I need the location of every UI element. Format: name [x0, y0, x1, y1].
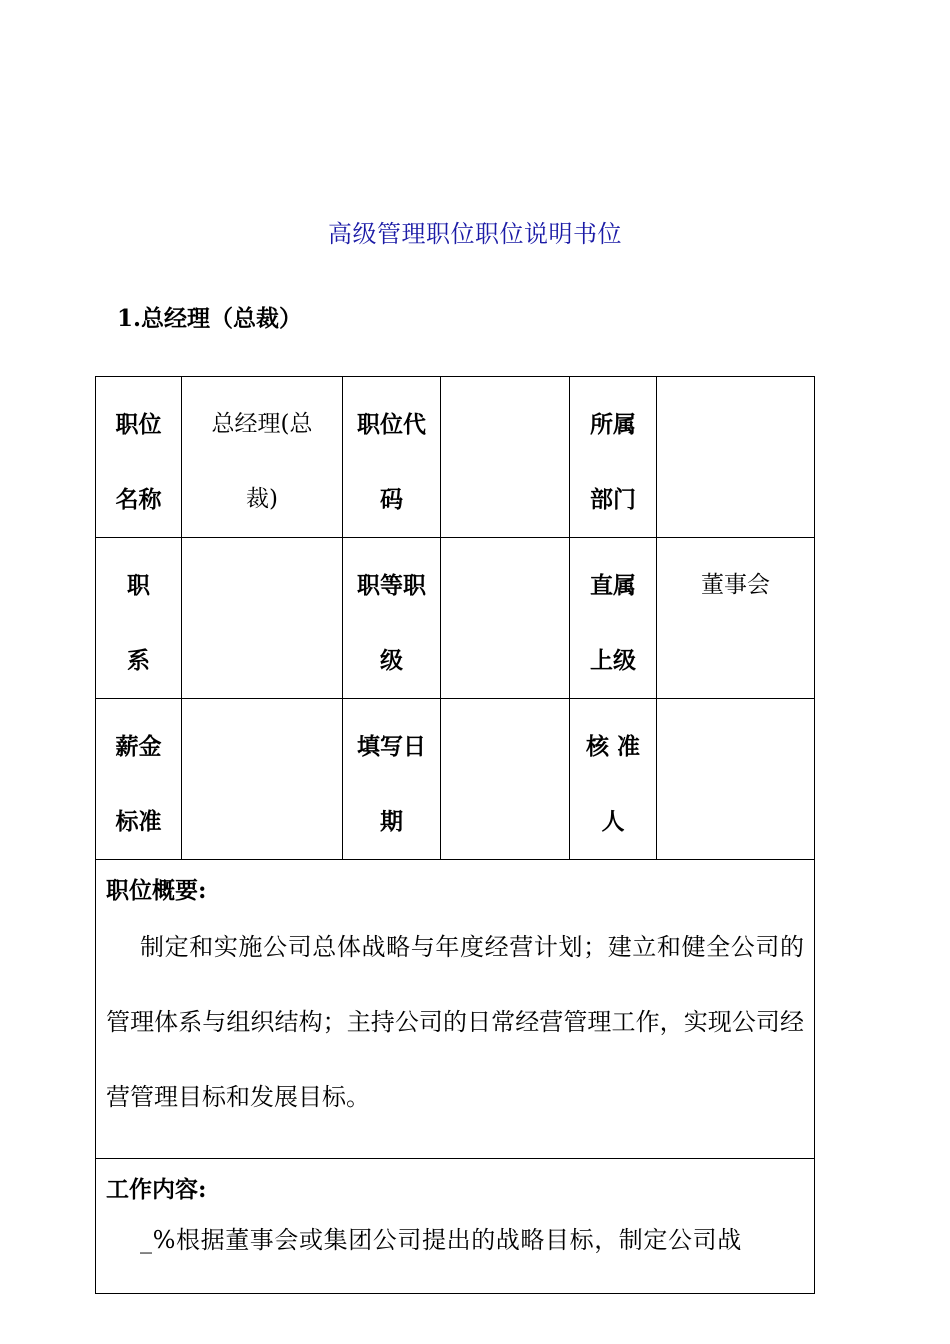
value-job-grade — [441, 538, 570, 699]
table-row — [96, 377, 815, 538]
label-position-code: 职位代 码 — [343, 377, 441, 538]
work-content-heading: 工作内容: — [106, 1176, 207, 1203]
table-row — [96, 538, 815, 699]
section-heading: 1.总经理（总裁） — [117, 305, 303, 332]
table-row — [96, 699, 815, 860]
label-salary-standard: 薪金 标准 — [96, 699, 182, 860]
position-summary-cell — [96, 860, 815, 1159]
table-row — [96, 1159, 815, 1294]
job-description-table — [95, 376, 815, 1294]
position-summary-text: 制定和实施公司总体战略与年度经营计划；建立和健全公司的管理体系与组织结构；主持公司的日常经营管理工作，实现公司经营管理目标和发展目标。 — [106, 933, 804, 1111]
value-position-code — [441, 377, 570, 538]
label-department: 所属 部门 — [570, 377, 657, 538]
document-title: 高级管理职位职位说明书位 — [328, 220, 622, 248]
value-department — [657, 377, 815, 538]
label-fill-date: 填写日 期 — [343, 699, 441, 860]
value-position-name: 总经理(总 裁) — [182, 377, 343, 538]
label-direct-supervisor: 直属 上级 — [570, 538, 657, 699]
label-position-name: 职位 名称 — [96, 377, 182, 538]
position-summary-heading: 职位概要: — [106, 877, 207, 904]
value-direct-supervisor: 董事会 — [657, 538, 815, 699]
work-content-cell — [96, 1159, 815, 1294]
value-fill-date — [441, 699, 570, 860]
work-content-text: _%根据董事会或集团公司提出的战略目标，制定公司战 — [140, 1226, 742, 1254]
value-salary-standard — [182, 699, 343, 860]
label-job-grade: 职等职 级 — [343, 538, 441, 699]
table-row — [96, 860, 815, 1159]
label-job-family: 职 系 — [96, 538, 182, 699]
value-approver — [657, 699, 815, 860]
label-approver: 核 准 人 — [570, 699, 657, 860]
value-job-family — [182, 538, 343, 699]
